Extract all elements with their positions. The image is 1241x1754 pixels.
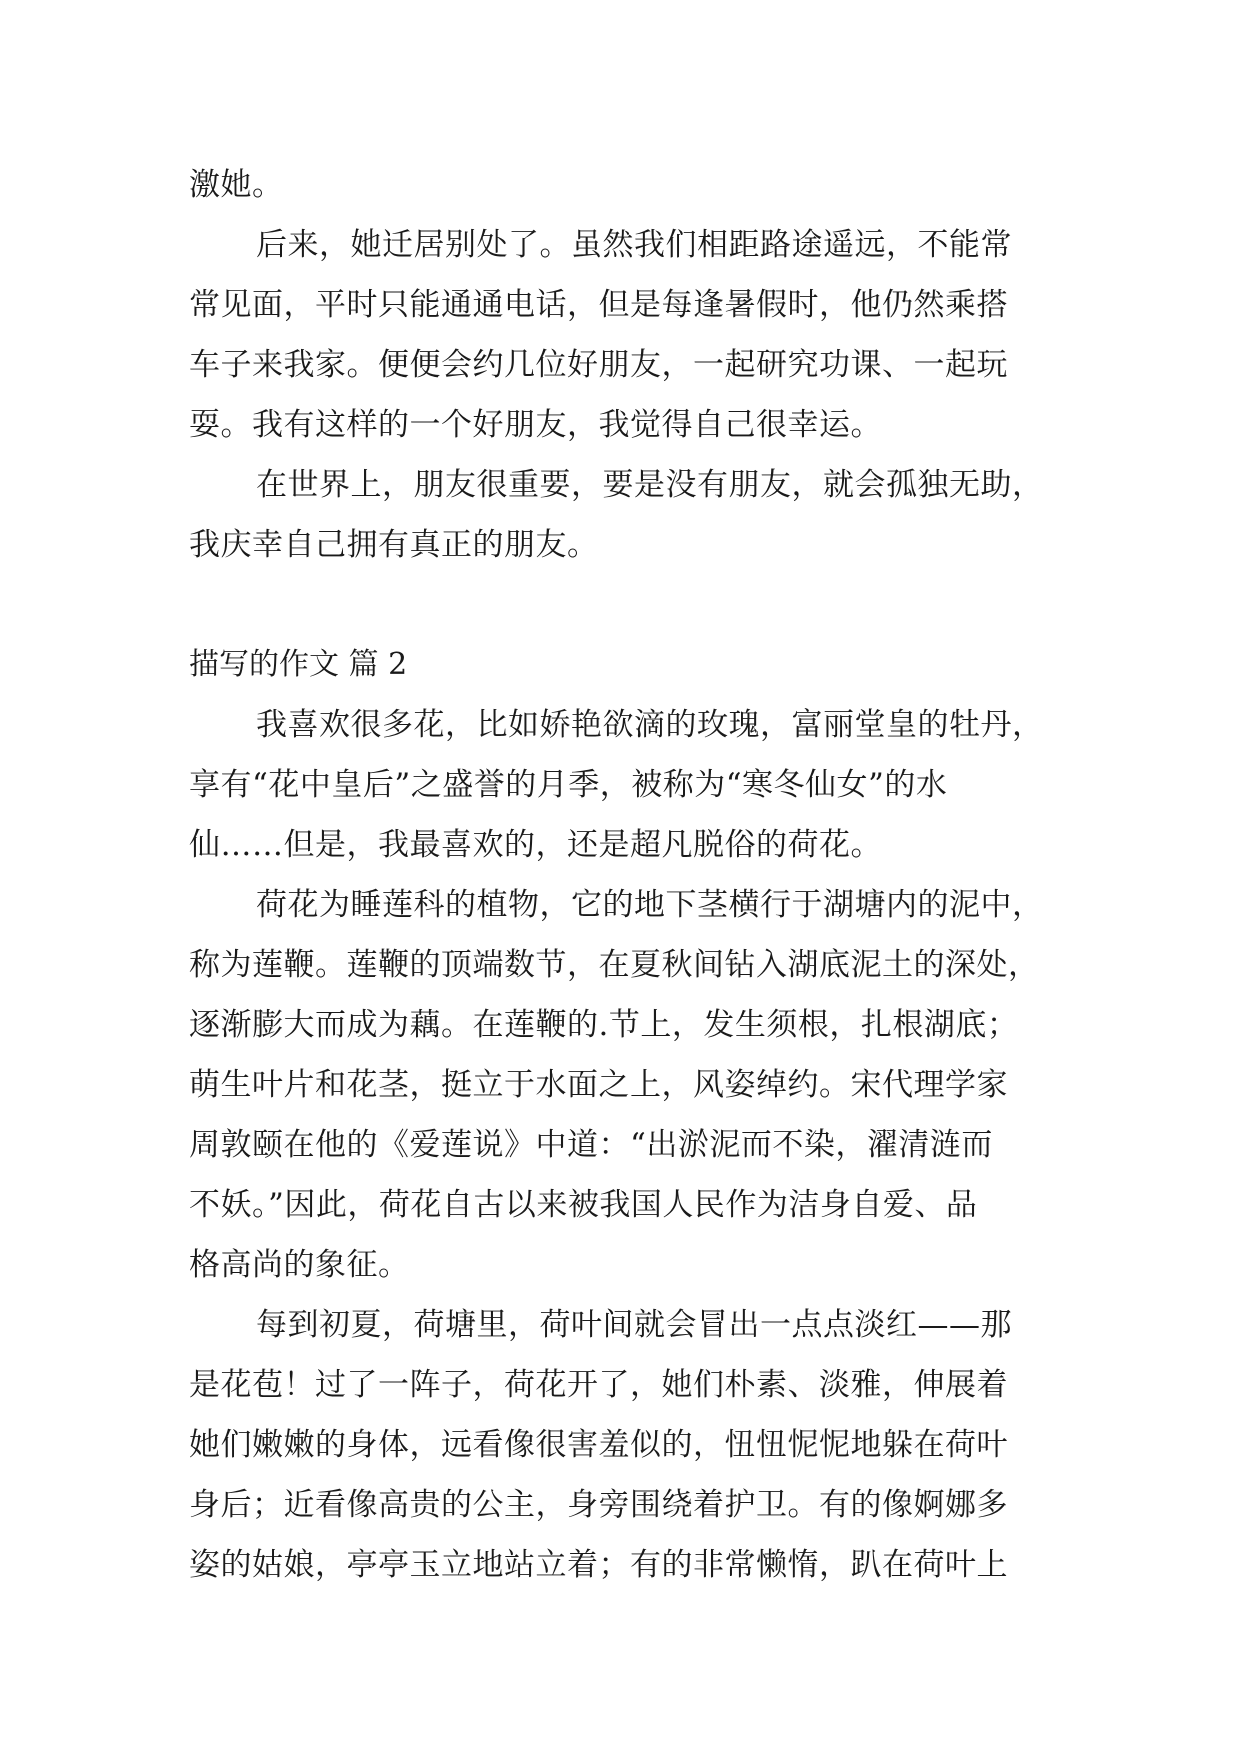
document-page: [189, 155, 1059, 1595]
text-line: 不妖。”因此，荷花自古以来被我国人民作为洁身自爱、品: [189, 1187, 978, 1223]
text-line: 周敦颐在他的《爱莲说》中道：“出淤泥而不染，濯清涟而: [189, 1127, 993, 1163]
paragraph-start-line: 在世界上，朋友很重要，要是没有朋友，就会孤独无助，: [256, 467, 1044, 503]
paragraph-start-line: 后来，她迁居别处了。虽然我们相距路途遥远，不能常: [256, 227, 1012, 263]
text-line: 称为莲鞭。莲鞭的顶端数节，在夏秋间钻入湖底泥土的深处，: [189, 947, 1040, 983]
text-line: 耍。我有这样的一个好朋友，我觉得自己很幸运。: [189, 407, 882, 443]
section-title: 描写的作文 篇 2: [189, 647, 408, 682]
text-line: 格高尚的象征。: [189, 1247, 410, 1283]
text-line: 姿的姑娘，亭亭玉立地站立着；有的非常懒惰，趴在荷叶上: [189, 1547, 1008, 1583]
text-line: 享有“花中皇后”之盛誉的月季，被称为“寒冬仙女”的水: [189, 767, 948, 803]
text-line: 萌生叶片和花茎，挺立于水面之上，风姿绰约。宋代理学家: [189, 1067, 1008, 1103]
text-line: 她们嫩嫩的身体，远看像很害羞似的，忸忸怩怩地躲在荷叶: [189, 1427, 1008, 1463]
paragraph-start-line: 荷花为睡莲科的植物，它的地下茎横行于湖塘内的泥中，: [256, 887, 1044, 923]
text-line: 逐渐膨大而成为藕。在莲鞭的.节上，发生须根，扎根湖底；: [189, 1007, 1019, 1043]
text-line: 身后；近看像高贵的公主，身旁围绕着护卫。有的像婀娜多: [189, 1487, 1008, 1523]
paragraph-start-line: 我喜欢很多花，比如娇艳欲滴的玫瑰，富丽堂皇的牡丹，: [256, 707, 1044, 743]
section-spacer: [189, 575, 1059, 635]
paragraph-start-line: 每到初夏，荷塘里，荷叶间就会冒出一点点淡红——那: [256, 1307, 1012, 1343]
text-line: 仙……但是，我最喜欢的，还是超凡脱俗的荷花。: [189, 827, 882, 863]
text-line: 我庆幸自己拥有真正的朋友。: [189, 527, 599, 563]
text-line: 激她。: [189, 167, 284, 203]
text-line: 常见面，平时只能通通电话，但是每逢暑假时，他仍然乘搭: [189, 287, 1008, 323]
text-line: 是花苞！过了一阵子，荷花开了，她们朴素、淡雅，伸展着: [189, 1367, 1008, 1403]
text-line: 车子来我家。便便会约几位好朋友，一起研究功课、一起玩: [189, 347, 1008, 383]
